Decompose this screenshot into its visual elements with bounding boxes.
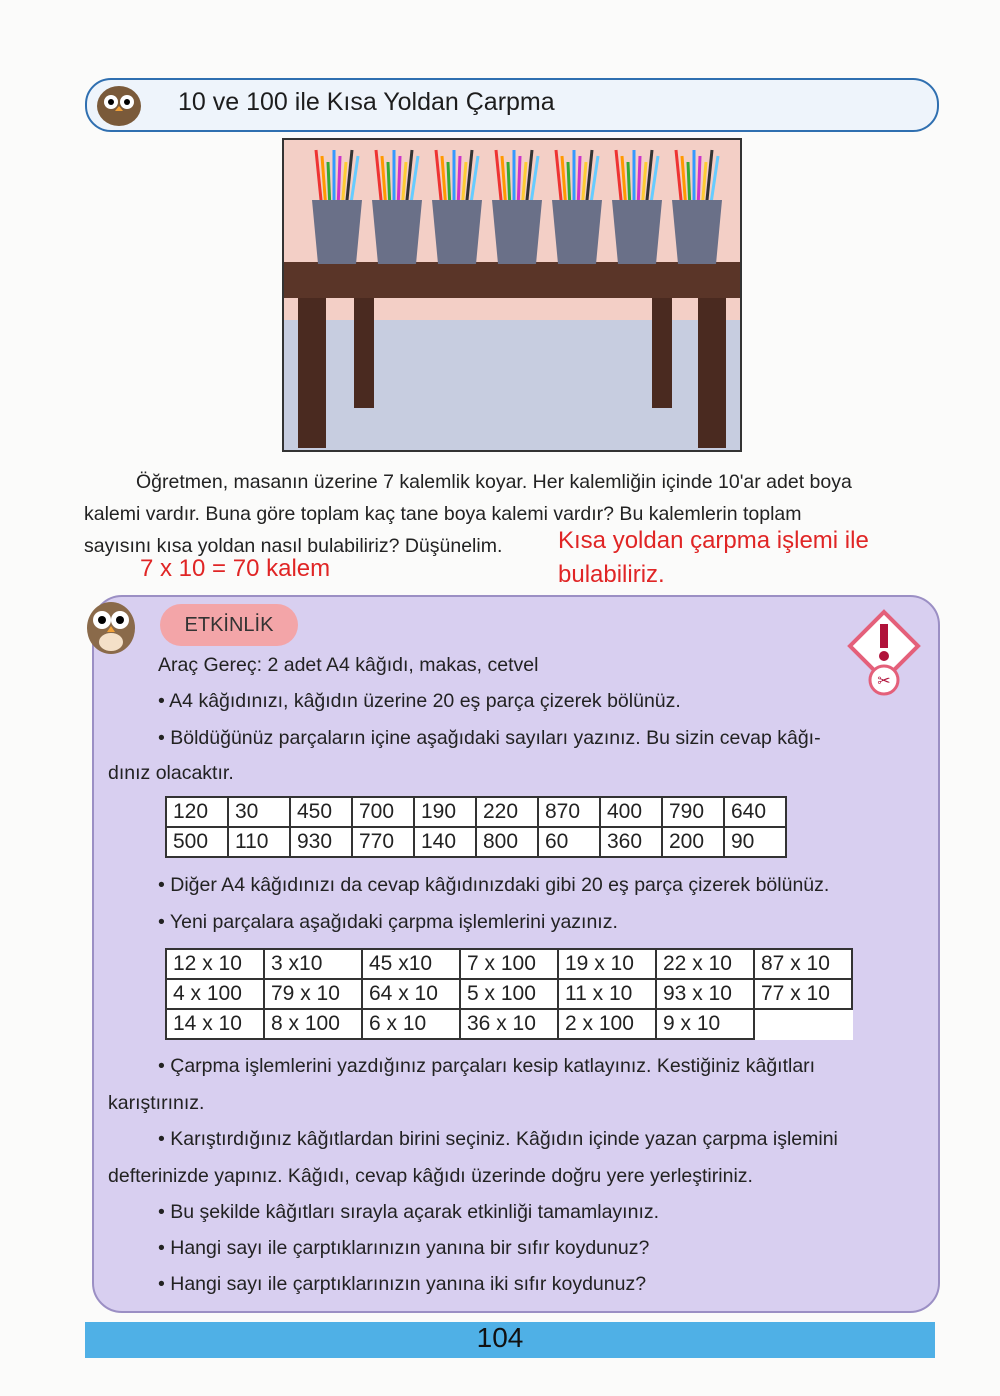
- table-cell: 64 x 10: [362, 979, 460, 1009]
- table-row: [166, 979, 852, 1009]
- step-4: • Yeni parçalara aşağıdaki çarpma işlemlerini yazınız.: [158, 911, 618, 933]
- pencil-cup: [492, 200, 542, 264]
- pencil-cup: [672, 200, 722, 264]
- table-cell: 45 x10: [362, 949, 460, 979]
- table-cell: 79 x 10: [264, 979, 362, 1009]
- table-row: [166, 827, 786, 857]
- etkinlik-badge: ETKİNLİK: [160, 604, 298, 646]
- page-number: 104: [476, 1322, 524, 1353]
- step-2: • Böldüğünüz parçaların içine aşağıdaki sayıları yazınız. Bu sizin cevap kâğı-: [158, 727, 821, 749]
- owl-icon: [84, 78, 154, 128]
- step-8: • Hangi sayı ile çarptıklarınızın yanına bir sıfır koydunuz?: [158, 1237, 650, 1259]
- table-cell: 200: [662, 827, 724, 857]
- table-row: [166, 949, 852, 979]
- pencil-cups-illustration: [282, 138, 742, 452]
- table-cell: 30: [228, 797, 290, 827]
- table-cell: 8 x 100: [264, 1009, 362, 1039]
- table-cell: 360: [600, 827, 662, 857]
- step-3: • Diğer A4 kâğıdınızı da cevap kâğıdınızdaki gibi 20 eş parça çizerek bölünüz.: [158, 874, 830, 896]
- step-6-cont: defterinizde yapınız. Kâğıdı, cevap kâğıdı üzerinde doğru yere yerleştiriniz.: [108, 1165, 753, 1187]
- tools-row: [158, 654, 538, 677]
- table-cell: 140: [414, 827, 476, 857]
- page-title: 10 ve 100 ile Kısa Yoldan Çarpma: [178, 88, 555, 116]
- pencil-cup: [372, 200, 422, 264]
- table-cell: 640: [724, 797, 786, 827]
- table-cell: 22 x 10: [656, 949, 754, 979]
- warning-scissors-icon: [846, 608, 922, 698]
- table-cell: 2 x 100: [558, 1009, 656, 1039]
- table-cell: 450: [290, 797, 352, 827]
- answer-table: [165, 796, 787, 858]
- table-cell: 87 x 10: [754, 949, 852, 979]
- table-cell: 930: [290, 827, 352, 857]
- table-cell: 500: [166, 827, 228, 857]
- table-cell: 93 x 10: [656, 979, 754, 1009]
- table-cell: 870: [538, 797, 600, 827]
- tools-label: Araç Gereç:: [158, 654, 263, 676]
- table-cell: 90: [724, 827, 786, 857]
- step-2-cont: dınız olacaktır.: [108, 762, 234, 784]
- table-cell: 36 x 10: [460, 1009, 558, 1039]
- table-cell: 400: [600, 797, 662, 827]
- table-row: [166, 797, 786, 827]
- answer-equation: 7 x 10 = 70 kalem: [140, 555, 331, 582]
- step-5: • Çarpma işlemlerini yazdığınız parçaları kesip katlayınız. Kestiğiniz kâğıtları: [158, 1055, 816, 1077]
- table-cell: 19 x 10: [558, 949, 656, 979]
- answer-text-2: bulabiliriz.: [558, 561, 665, 588]
- pencil-cup: [552, 200, 602, 264]
- table-cell: 700: [352, 797, 414, 827]
- table-cell: 790: [662, 797, 724, 827]
- operations-table: [165, 948, 853, 1040]
- owl-teacher-icon: [76, 590, 146, 660]
- table-cell: 12 x 10: [166, 949, 264, 979]
- table-cell: 11 x 10: [558, 979, 656, 1009]
- step-1: • A4 kâğıdınızı, kâğıdın üzerine 20 eş parça çizerek bölünüz.: [158, 690, 681, 712]
- tools-list: 2 adet A4 kâğıdı, makas, cetvel: [267, 654, 539, 676]
- table-cell: 190: [414, 797, 476, 827]
- table-row: [166, 1009, 852, 1039]
- table-cell: 77 x 10: [754, 979, 852, 1009]
- table-cell: 120: [166, 797, 228, 827]
- step-7: • Bu şekilde kâğıtları sırayla açarak etkinliği tamamlayınız.: [158, 1201, 660, 1223]
- pencil-cup: [312, 200, 362, 264]
- table-cell: 60: [538, 827, 600, 857]
- intro-line-3: sayısını kısa yoldan nasıl bulabiliriz? Düşünelim.: [84, 535, 503, 557]
- pencil-cup: [432, 200, 482, 264]
- table-cell: 110: [228, 827, 290, 857]
- table-cell: 4 x 100: [166, 979, 264, 1009]
- step-5-cont: karıştırınız.: [108, 1092, 205, 1114]
- step-6: • Karıştırdığınız kâğıtlardan birini seçiniz. Kâğıdın içinde yazan çarpma işlemini: [158, 1128, 838, 1150]
- table-cell: 6 x 10: [362, 1009, 460, 1039]
- table-cell: 770: [352, 827, 414, 857]
- table-cell: 5 x 100: [460, 979, 558, 1009]
- table-cell: 9 x 10: [656, 1009, 754, 1039]
- intro-line-2: kalemi vardır. Buna göre toplam kaç tane boya kalemi vardır? Bu kalemlerin toplam: [84, 503, 802, 525]
- step-9: • Hangi sayı ile çarptıklarınızın yanına iki sıfır koydunuz?: [158, 1273, 647, 1295]
- intro-line-1: Öğretmen, masanın üzerine 7 kalemlik koyar. Her kalemliğin içinde 10'ar adet boya: [136, 471, 852, 493]
- table-cell: 7 x 100: [460, 949, 558, 979]
- table-cell: 220: [476, 797, 538, 827]
- table-cell: 14 x 10: [166, 1009, 264, 1039]
- pencil-cup: [612, 200, 662, 264]
- table-cell: 3 x10: [264, 949, 362, 979]
- table-cell: 800: [476, 827, 538, 857]
- answer-text-1: Kısa yoldan çarpma işlemi ile: [558, 527, 869, 554]
- svg-text:✂: ✂: [877, 673, 891, 690]
